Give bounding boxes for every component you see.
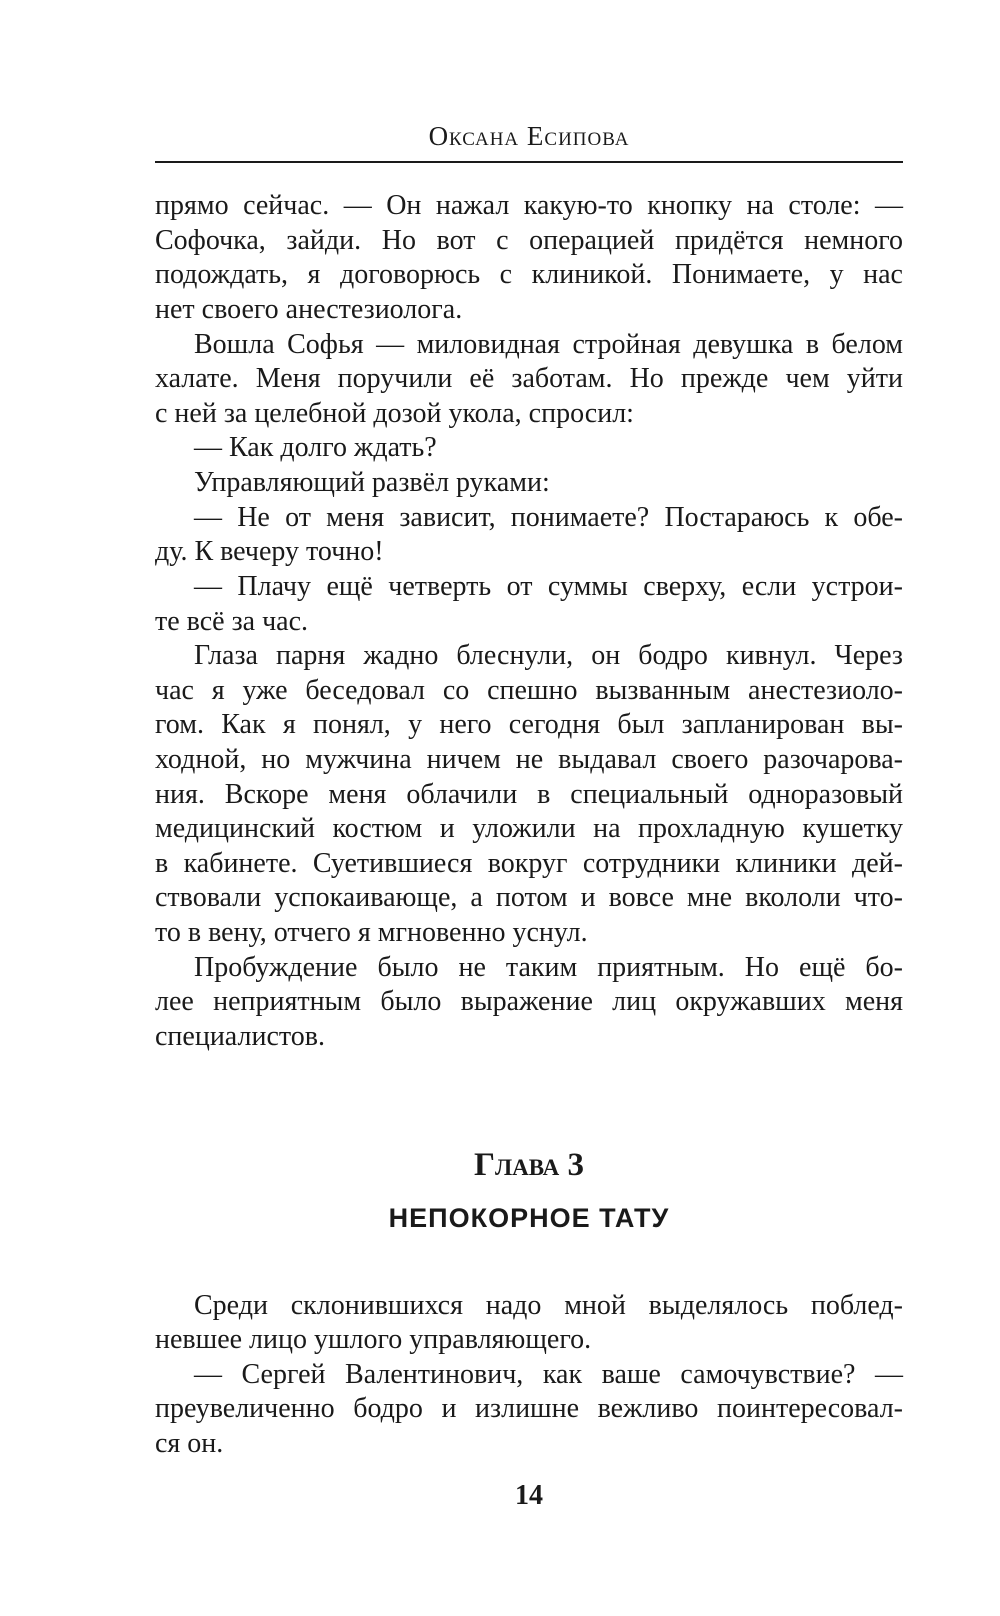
text-line: невшее лицо ушлого управляющего.	[155, 1324, 592, 1355]
text-line: специалистов.	[155, 1021, 325, 1052]
text-line: ходной, но мужчина ничем не выдавал своего разочарова-	[155, 744, 903, 775]
header-rule	[155, 161, 903, 163]
text-line: нет своего анестезиолога.	[155, 294, 463, 325]
text-line: те всё за час.	[155, 606, 309, 637]
text-line: ния. Вскоре меня облачили в специальный одноразовый	[155, 779, 903, 810]
text-line: Софочка, зайди. Но вот с операцией придётся немного	[155, 225, 903, 256]
chapter-subtitle: НЕПОКОРНОЕ ТАТУ	[388, 1203, 670, 1233]
text-line: — Сергей Валентинович, как ваше самочувствие? —	[194, 1359, 903, 1390]
text-line: подождать, я договорюсь с клиникой. Понимаете, у нас	[155, 259, 903, 290]
text-line: Пробуждение было не таким приятным. Но ещё бо-	[194, 952, 903, 983]
text-line: гом. Как я понял, у него сегодня был запланирован вы-	[155, 709, 903, 740]
page-number: 14	[515, 1480, 543, 1511]
text-line: — Как долго ждать?	[194, 432, 437, 463]
text-line: ду. К вечеру точно!	[155, 536, 384, 567]
text-line: Среди склонившихся надо мной выделялось поблед-	[194, 1290, 903, 1321]
text-line: — Не от меня зависит, понимаете? Постараюсь к обе-	[194, 502, 903, 533]
text-line: ся он.	[155, 1428, 224, 1459]
text-line: медицинский костюм и уложили на прохладную кушетку	[155, 813, 903, 844]
text-line: прямо сейчас. — Он нажал какую-то кнопку на столе: —	[155, 190, 903, 221]
text-line: в кабинете. Суетившиеся вокруг сотрудники клиники дей-	[155, 848, 903, 879]
text-line: час я уже беседовал со спешно вызванным анестезиоло-	[155, 675, 903, 706]
text-line: преувеличенно бодро и излишне вежливо поинтересовал-	[155, 1393, 903, 1424]
text-line: Вошла Софья — миловидная стройная девушка в белом	[194, 329, 903, 360]
text-line: Управляющий развёл руками:	[194, 467, 550, 498]
text-line: — Плачу ещё четверть от суммы сверху, если устрои-	[194, 571, 903, 602]
text-line: халате. Меня поручили её заботам. Но прежде чем уйти	[155, 363, 903, 394]
text-line: лее неприятным было выражение лиц окружавших меня	[155, 986, 903, 1017]
running-head-author: Оксана Есипова	[428, 121, 630, 151]
text-line: то в вену, отчего я мгновенно уснул.	[155, 917, 588, 948]
text-line: ствовали успокаивающе, а потом и вовсе мне вкололи что-	[155, 882, 903, 913]
text-line: с ней за целебной дозой укола, спросил:	[155, 398, 634, 429]
chapter-title: Глава 3	[474, 1147, 584, 1183]
text-line: Глаза парня жадно блеснули, он бодро кивнул. Через	[194, 640, 903, 671]
